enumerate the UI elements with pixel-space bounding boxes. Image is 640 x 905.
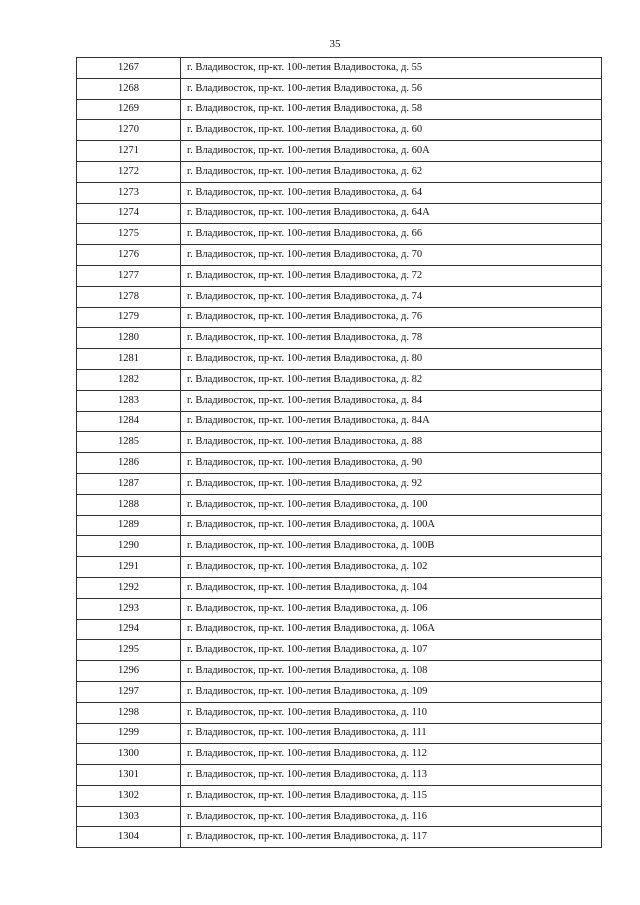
row-number-cell: 1293: [77, 598, 181, 619]
table-row: [77, 723, 602, 744]
address-cell: г. Владивосток, пр-кт. 100-летия Владивостока, д. 62: [181, 161, 602, 182]
row-number-cell: 1303: [77, 806, 181, 827]
row-number-cell: 1289: [77, 515, 181, 536]
table-row: [77, 369, 602, 390]
address-cell: г. Владивосток, пр-кт. 100-летия Владивостока, д. 64А: [181, 203, 602, 224]
row-number-cell: 1300: [77, 744, 181, 765]
table-row: [77, 432, 602, 453]
table-row: [77, 744, 602, 765]
address-cell: г. Владивосток, пр-кт. 100-летия Владивостока, д. 100В: [181, 536, 602, 557]
address-cell: г. Владивосток, пр-кт. 100-летия Владивостока, д. 115: [181, 785, 602, 806]
row-number-cell: 1302: [77, 785, 181, 806]
table-row: [77, 58, 602, 79]
table-row: [77, 765, 602, 786]
address-cell: г. Владивосток, пр-кт. 100-летия Владивостока, д. 60: [181, 120, 602, 141]
row-number-cell: 1274: [77, 203, 181, 224]
row-number-cell: 1294: [77, 619, 181, 640]
row-number-cell: 1280: [77, 328, 181, 349]
row-number-cell: 1282: [77, 369, 181, 390]
address-cell: г. Владивосток, пр-кт. 100-летия Владивостока, д. 88: [181, 432, 602, 453]
address-cell: г. Владивосток, пр-кт. 100-летия Владивостока, д. 112: [181, 744, 602, 765]
address-table: [76, 57, 602, 848]
row-number-cell: 1281: [77, 349, 181, 370]
row-number-cell: 1291: [77, 557, 181, 578]
row-number-cell: 1270: [77, 120, 181, 141]
address-cell: г. Владивосток, пр-кт. 100-летия Владивостока, д. 117: [181, 827, 602, 848]
table-row: [77, 245, 602, 266]
address-cell: г. Владивосток, пр-кт. 100-летия Владивостока, д. 110: [181, 702, 602, 723]
row-number-cell: 1296: [77, 661, 181, 682]
address-cell: г. Владивосток, пр-кт. 100-летия Владивостока, д. 84А: [181, 411, 602, 432]
address-cell: г. Владивосток, пр-кт. 100-летия Владивостока, д. 111: [181, 723, 602, 744]
row-number-cell: 1267: [77, 58, 181, 79]
table-row: [77, 120, 602, 141]
page-number: 35: [329, 38, 341, 50]
table-row: [77, 99, 602, 120]
row-number-cell: 1279: [77, 307, 181, 328]
table-row: [77, 661, 602, 682]
row-number-cell: 1295: [77, 640, 181, 661]
address-cell: г. Владивосток, пр-кт. 100-летия Владивостока, д. 56: [181, 78, 602, 99]
table-row: [77, 827, 602, 848]
address-cell: г. Владивосток, пр-кт. 100-летия Владивостока, д. 84: [181, 390, 602, 411]
row-number-cell: 1297: [77, 681, 181, 702]
table-row: [77, 182, 602, 203]
address-cell: г. Владивосток, пр-кт. 100-летия Владивостока, д. 60А: [181, 141, 602, 162]
address-cell: г. Владивосток, пр-кт. 100-летия Владивостока, д. 58: [181, 99, 602, 120]
table-row: [77, 577, 602, 598]
address-cell: г. Владивосток, пр-кт. 100-летия Владивостока, д. 55: [181, 58, 602, 79]
row-number-cell: 1304: [77, 827, 181, 848]
address-cell: г. Владивосток, пр-кт. 100-летия Владивостока, д. 70: [181, 245, 602, 266]
address-cell: г. Владивосток, пр-кт. 100-летия Владивостока, д. 90: [181, 453, 602, 474]
address-cell: г. Владивосток, пр-кт. 100-летия Владивостока, д. 102: [181, 557, 602, 578]
table-row: [77, 411, 602, 432]
address-cell: г. Владивосток, пр-кт. 100-летия Владивостока, д. 80: [181, 349, 602, 370]
table-row: [77, 224, 602, 245]
address-cell: г. Владивосток, пр-кт. 100-летия Владивостока, д. 100А: [181, 515, 602, 536]
table-row: [77, 640, 602, 661]
address-cell: г. Владивосток, пр-кт. 100-летия Владивостока, д. 78: [181, 328, 602, 349]
row-number-cell: 1292: [77, 577, 181, 598]
row-number-cell: 1285: [77, 432, 181, 453]
table-row: [77, 328, 602, 349]
table-row: [77, 286, 602, 307]
row-number-cell: 1272: [77, 161, 181, 182]
table-row: [77, 702, 602, 723]
row-number-cell: 1276: [77, 245, 181, 266]
table-body: [77, 58, 602, 848]
table-row: [77, 785, 602, 806]
address-cell: г. Владивосток, пр-кт. 100-летия Владивостока, д. 64: [181, 182, 602, 203]
table-row: [77, 141, 602, 162]
address-cell: г. Владивосток, пр-кт. 100-летия Владивостока, д. 106: [181, 598, 602, 619]
table-row: [77, 806, 602, 827]
table-row: [77, 161, 602, 182]
address-cell: г. Владивосток, пр-кт. 100-летия Владивостока, д. 100: [181, 494, 602, 515]
row-number-cell: 1283: [77, 390, 181, 411]
address-cell: г. Владивосток, пр-кт. 100-летия Владивостока, д. 72: [181, 265, 602, 286]
address-cell: г. Владивосток, пр-кт. 100-летия Владивостока, д. 92: [181, 473, 602, 494]
table-row: [77, 390, 602, 411]
address-cell: г. Владивосток, пр-кт. 100-летия Владивостока, д. 108: [181, 661, 602, 682]
row-number-cell: 1299: [77, 723, 181, 744]
row-number-cell: 1288: [77, 494, 181, 515]
address-cell: г. Владивосток, пр-кт. 100-летия Владивостока, д. 116: [181, 806, 602, 827]
table-row: [77, 515, 602, 536]
address-cell: г. Владивосток, пр-кт. 100-летия Владивостока, д. 74: [181, 286, 602, 307]
table-row: [77, 473, 602, 494]
table-row: [77, 619, 602, 640]
row-number-cell: 1286: [77, 453, 181, 474]
row-number-cell: 1278: [77, 286, 181, 307]
table-row: [77, 557, 602, 578]
row-number-cell: 1268: [77, 78, 181, 99]
table-row: [77, 78, 602, 99]
address-cell: г. Владивосток, пр-кт. 100-летия Владивостока, д. 82: [181, 369, 602, 390]
row-number-cell: 1287: [77, 473, 181, 494]
table-row: [77, 453, 602, 474]
row-number-cell: 1275: [77, 224, 181, 245]
row-number-cell: 1301: [77, 765, 181, 786]
address-cell: г. Владивосток, пр-кт. 100-летия Владивостока, д. 106А: [181, 619, 602, 640]
address-cell: г. Владивосток, пр-кт. 100-летия Владивостока, д. 109: [181, 681, 602, 702]
address-cell: г. Владивосток, пр-кт. 100-летия Владивостока, д. 104: [181, 577, 602, 598]
row-number-cell: 1269: [77, 99, 181, 120]
table-row: [77, 494, 602, 515]
address-cell: г. Владивосток, пр-кт. 100-летия Владивостока, д. 66: [181, 224, 602, 245]
table-row: [77, 681, 602, 702]
row-number-cell: 1277: [77, 265, 181, 286]
table-row: [77, 203, 602, 224]
row-number-cell: 1284: [77, 411, 181, 432]
row-number-cell: 1298: [77, 702, 181, 723]
table-row: [77, 598, 602, 619]
row-number-cell: 1273: [77, 182, 181, 203]
address-cell: г. Владивосток, пр-кт. 100-летия Владивостока, д. 107: [181, 640, 602, 661]
address-cell: г. Владивосток, пр-кт. 100-летия Владивостока, д. 113: [181, 765, 602, 786]
table-row: [77, 536, 602, 557]
row-number-cell: 1290: [77, 536, 181, 557]
table-row: [77, 265, 602, 286]
row-number-cell: 1271: [77, 141, 181, 162]
table-row: [77, 349, 602, 370]
address-cell: г. Владивосток, пр-кт. 100-летия Владивостока, д. 76: [181, 307, 602, 328]
table-row: [77, 307, 602, 328]
